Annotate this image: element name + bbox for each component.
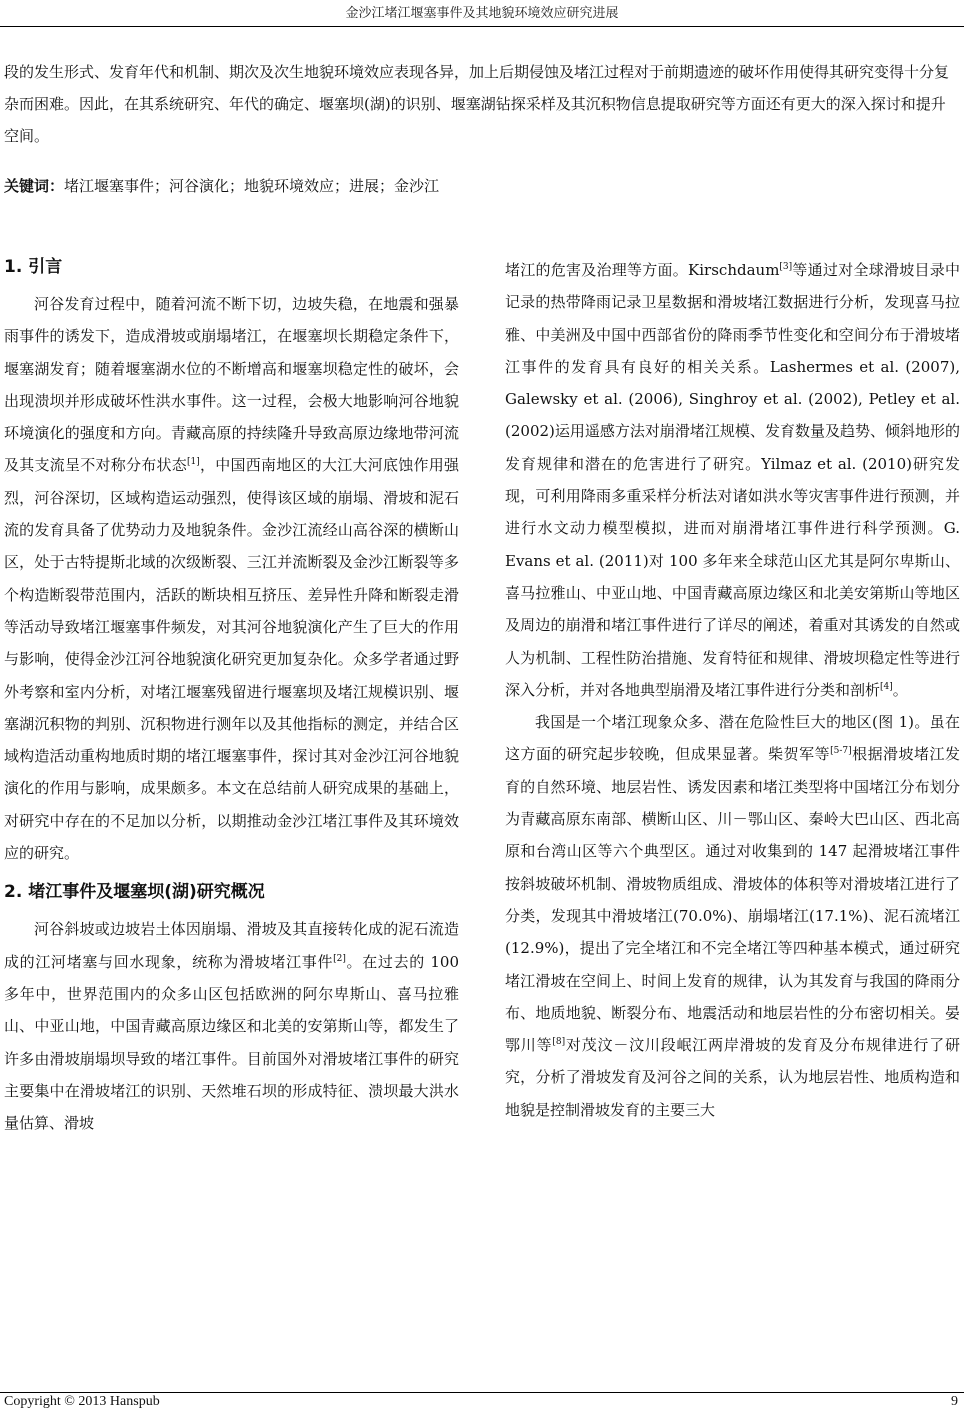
footer-rule (0, 1392, 964, 1393)
text-run: 堵江的危害及治理等方面。Kirschdaum (505, 261, 780, 279)
text-run: 河谷斜坡或边坡岩土体因崩塌、滑坡及其直接转化成的泥石流造成的江河堵塞与回水现象，统称为滑坡堵江事件 (4, 920, 459, 971)
abstract-continuation: 段的发生形式、发育年代和机制、期次及次生地貌环境效应表现各异，加上后期侵蚀及堵江过程对于前期遗迹的破坏作用使得其研究变得十分复杂而困难。因此，在其系统研究、年代的确定、堰塞坝(湖)的识别、堰塞湖钻探采样及其沉积物信息提取研究等方面还有更大的深入探讨和提升空间。 (4, 63, 950, 145)
text-run: 对茂汶－汶川段岷江两岸滑坡的发育及分布规律进行了研究，分析了滑坡发育及河谷之间的关系，认为地层岩性、地质构造和地貌是控制滑坡发育的主要三大 (505, 1036, 960, 1119)
text-run: 我国是一个堵江现象众多、潜在危险性巨大的地区(图 1)。虽在这方面的研究起步较晚，但成果显著。柴贺军等 (505, 713, 960, 764)
section-2-paragraph-1 (4, 913, 459, 1139)
citation-3: [3] (779, 262, 793, 272)
citation-4: [4] (880, 681, 893, 692)
text-run: 等通过对全球滑坡目录中记录的热带降雨记录卫星数据和滑坡堵江数据进行分析，发现喜马拉雅、中美洲及中国中西部省份的降雨季节性变化和空间分布于滑坡堵江事件的发育具有良好的相关关系。Lashermes et al. (2007), Galewsky et al. (2006), Singhroy et al. (2002), Petley et al. (2002)运用遥感方法对崩滑堵江规模、发育数量及趋势、倾斜地形的发育规律和潜在的危害进行了研究。Yilmaz et al. (2010)研究发现，可利用降雨多重采样分析法对诸如洪水等灾害事件进行预测，并进行水文动力模型模拟，进而对崩滑堵江事件进行科学预测。G. Evans et al. (2011)对 100 多年来全球范山区尤其是阿尔卑斯山、喜马拉雅山、中亚山地、中国青藏高原边缘区和北美安第斯山等地区及周边的崩滑和堵江事件进行了详尽的阐述，着重对其诱发的自然或人为机制、工程性防治措施、发育特征和规律、滑坡坝稳定性等进行深入分析，并对各地典型崩滑及堵江事件进行分类和剖析 (505, 261, 960, 699)
right-column (505, 254, 960, 1126)
header-rule (0, 26, 964, 27)
citation-1: [1] (187, 457, 200, 468)
text-run: 根据滑坡堵江发育的自然环境、地层岩性、诱发因素和堵江类型将中国堵江分布划分为青藏高原东南部、横断山区、川－鄂山区、秦岭大巴山区、西北高原和台湾山区等六个典型区。通过对收集到的 147 起滑坡堵江事件按斜坡破坏机制、滑坡物质组成、滑坡体的体积等对滑坡堵江进行了分类，发现其中滑坡堵江(70.0%)、崩塌堵江(17.1%)、泥石流堵江(12.9%)，提出了完全堵江和不完全堵江等四种基本模式，通过研究堵江滑坡在空间上、时间上发育的规律，认为其发育与我国的降雨分布、地质地貌、断裂分布、地震活动和地层岩性的分布密切相关。晏鄂川等 (505, 745, 960, 1055)
page-number: 9 (951, 1394, 958, 1409)
section-2-heading: 2. 堵江事件及堰塞坝(湖)研究概况 (4, 882, 265, 903)
text-run: 河谷发育过程中，随着河流不断下切，边坡失稳，在地震和强暴雨事件的诱发下，造成滑坡或崩塌堵江，在堰塞坝长期稳定条件下，堰塞湖发育；随着堰塞湖水位的不断增高和堰塞坝稳定性的破坏，会出现溃坝并形成破坏性洪水事件。这一过程，会极大地影响河谷地貌环境演化的强度和方向。青藏高原的持续隆升导致高原边缘地带河流及其支流呈不对称分布状态 (4, 295, 459, 475)
section-2-paragraph-2 (505, 706, 960, 1126)
left-column (4, 246, 459, 1139)
keywords (4, 174, 958, 198)
citation-8: [8] (552, 1037, 566, 1048)
footer-copyright: Copyright © 2013 Hanspub (4, 1394, 160, 1409)
text-run: ，中国西南地区的大江大河底蚀作用强烈，河谷深切，区域构造运动强烈，使得该区域的崩塌、滑坡和泥石流的发育具备了优势动力及地貌条件。金沙江流经山高谷深的横断山区，处于古特提斯北域的次级断裂、三江并流断裂及金沙江断裂等多个构造断裂带范围内，活跃的断块相互挤压、差异性升降和断裂走滑等活动导致堵江堰塞事件频发，对其河谷地貌演化产生了巨大的作用与影响，使得金沙江河谷地貌演化研究更加复杂化。众多学者通过野外考察和室内分析，对堵江堰塞残留进行堰塞坝及堵江规模识别、堰塞湖沉积物的判别、沉积物进行测年以及其他指标的测定，并结合区域构造活动重构地质时期的堵江堰塞事件，探讨其对金沙江河谷地貌演化的作用与影响，成果颇多。本文在总结前人研究成果的基础上，对研究中存在的不足加以分析，以期推动金沙江堵江事件及其环境效应的研究。 (4, 456, 459, 863)
text-run: 。在过去的 100 多年中，世界范围内的众多山区包括欧洲的阿尔卑斯山、喜马拉雅山、中亚山地，中国青藏高原边缘区和北美的安第斯山等，都发生了许多由滑坡崩塌坝导致的堵江事件。目前国外对滑坡堵江事件的研究主要集中在滑坡堵江的识别、天然堆石坝的形成特征、溃坝最大洪水量估算、滑坡 (4, 952, 459, 1133)
text-run: 。 (892, 680, 908, 699)
citation-2: [2] (333, 953, 346, 964)
section-1-heading: 1. 引言 (4, 257, 63, 277)
section-2-paragraph-1-cont (505, 254, 960, 706)
section-1-paragraph (4, 288, 459, 869)
citation-5-7: [5-7] (830, 746, 852, 757)
keywords-text: 堵江堰塞事件；河谷演化；地貌环境效应；进展；金沙江 (64, 177, 440, 195)
keywords-label: 关键词： (4, 177, 65, 195)
running-header: 金沙江堵江堰塞事件及其地貌环境效应研究进展 (345, 6, 619, 21)
